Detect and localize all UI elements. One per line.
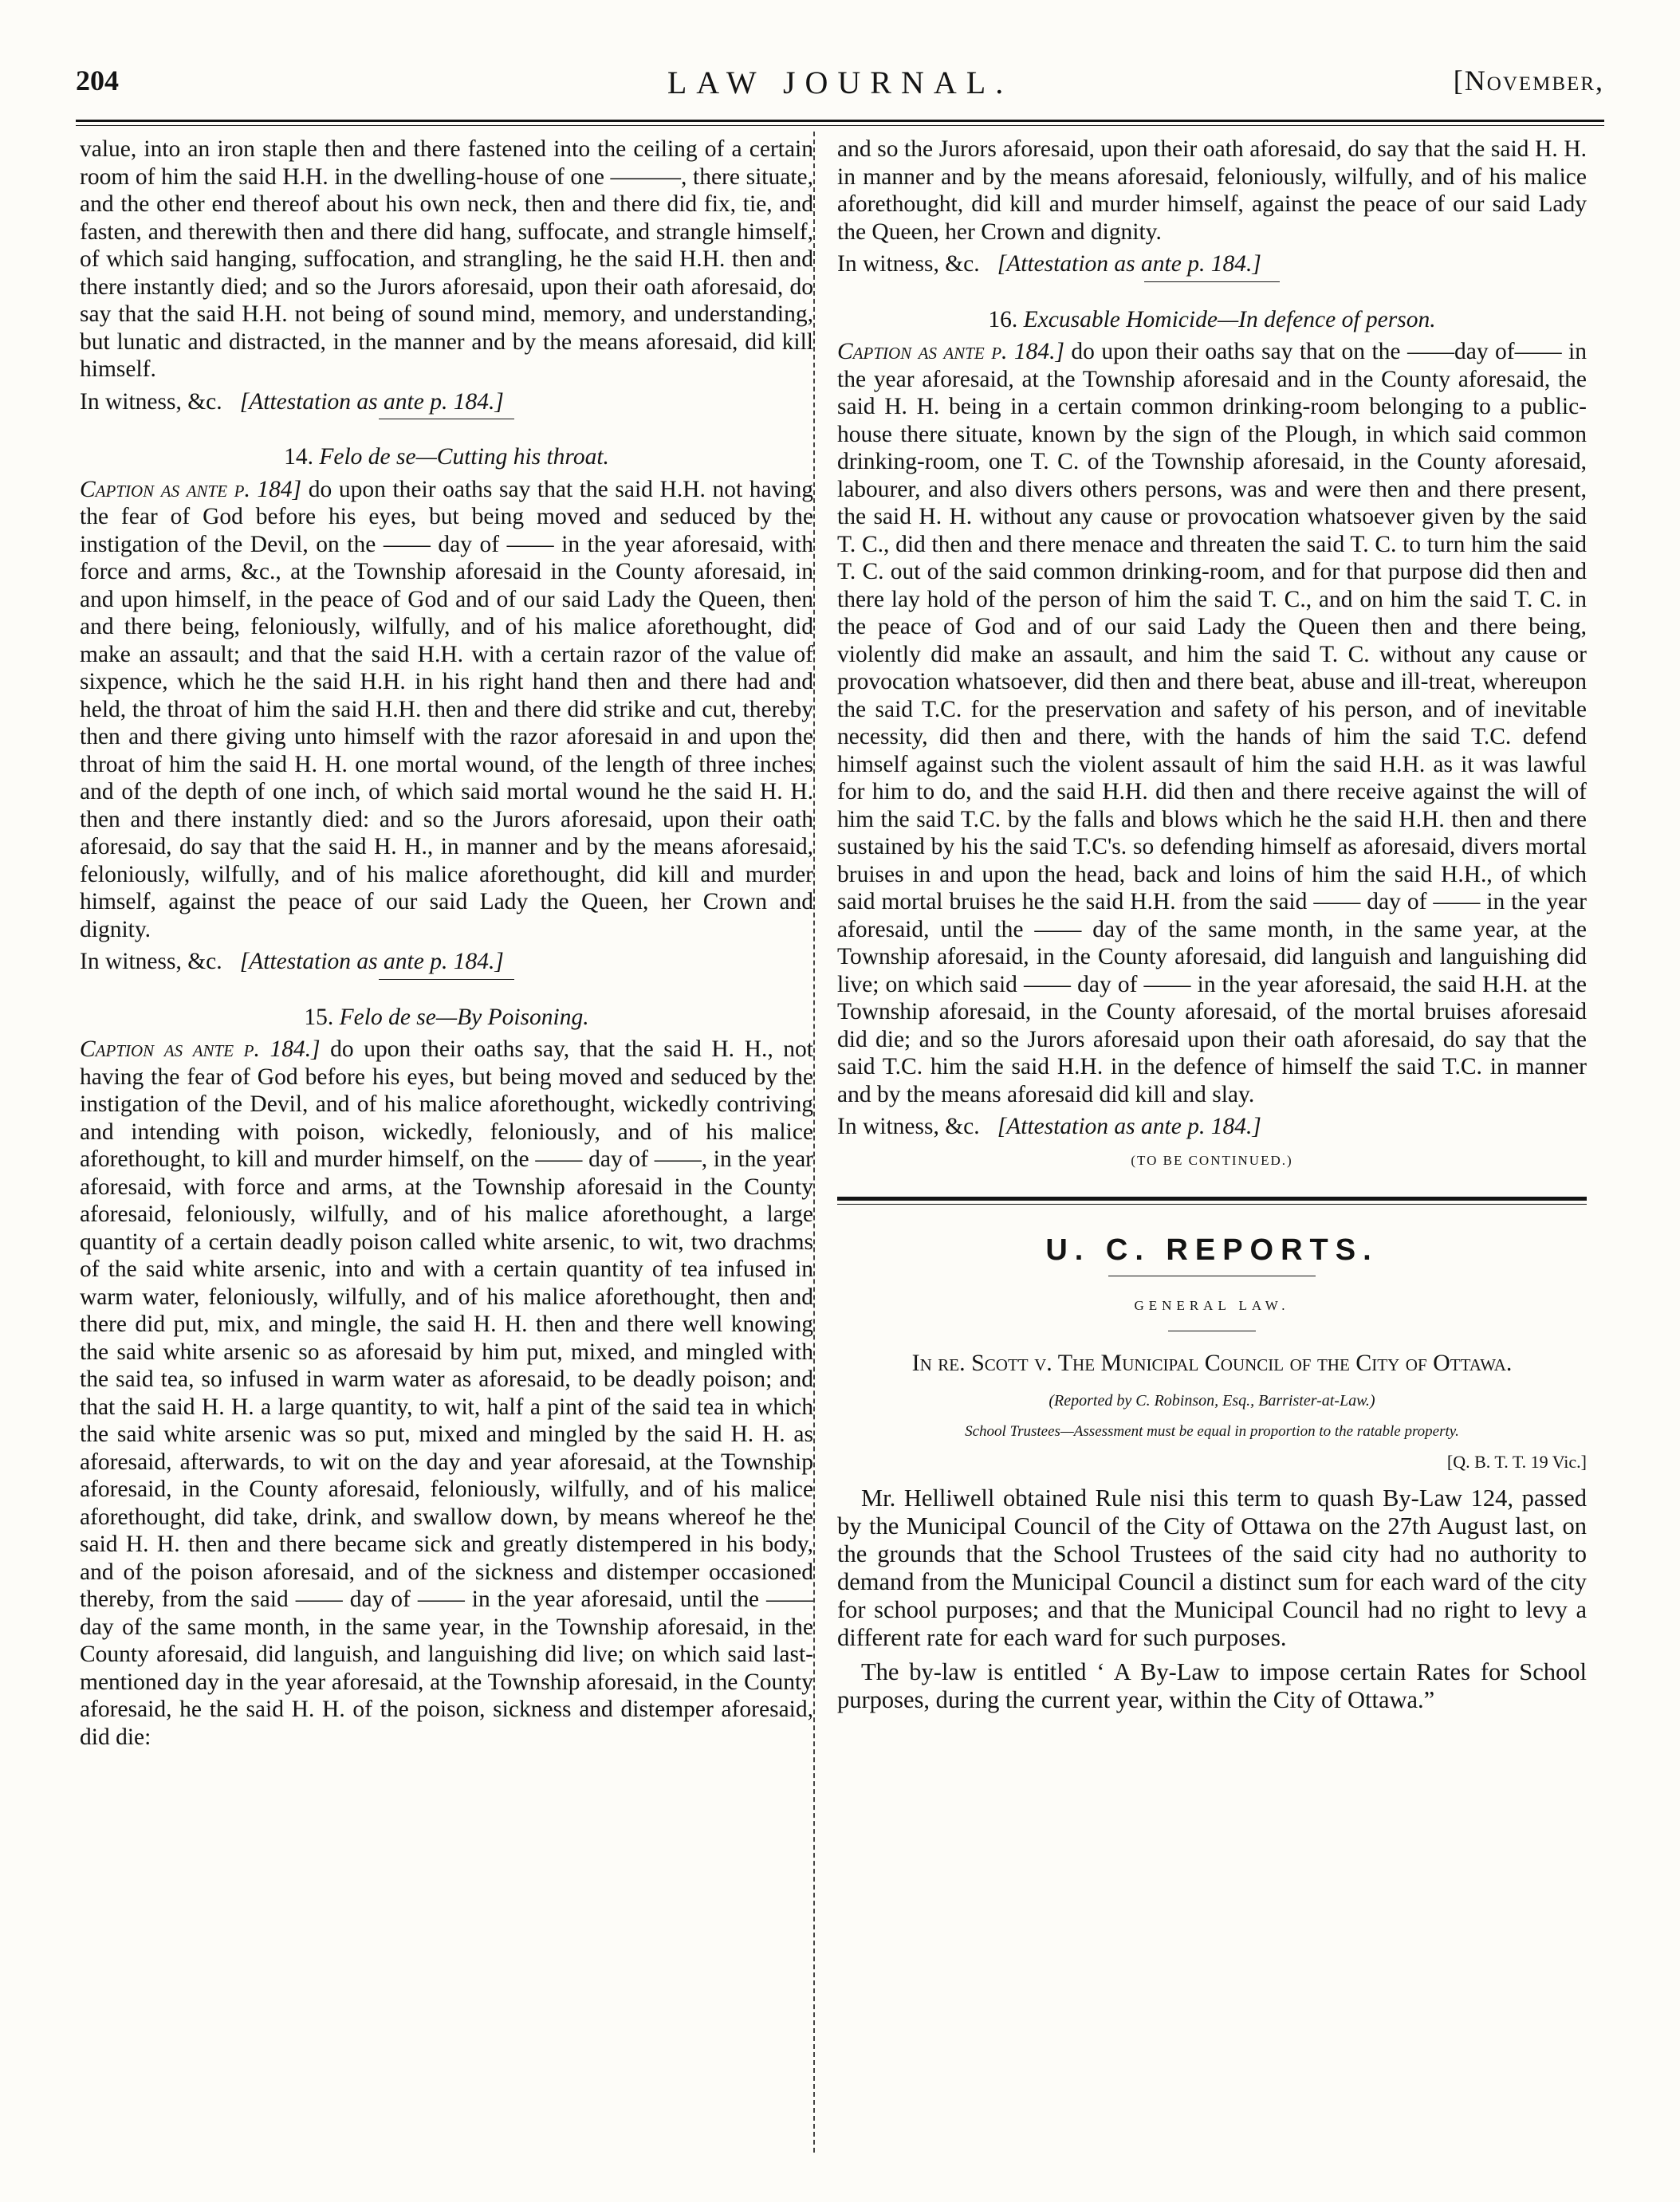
page-header [76, 64, 1604, 112]
issue-month: [November, [1453, 65, 1604, 96]
section-body-16 [837, 338, 1587, 1108]
attestation-ref: [Attestation as ante p. 184.] [239, 949, 504, 974]
general-law-heading: GENERAL LAW. [1134, 1297, 1290, 1313]
witness-lead: In witness, &c. [837, 1114, 980, 1139]
section-number: 16. [988, 306, 1018, 332]
journal-title: LAW JOURNAL. [667, 65, 1013, 100]
section-number: 15. [304, 1004, 334, 1030]
case-title: In re. Scott v. The Municipal Council of the City of Ottawa. [911, 1350, 1513, 1376]
column-divider [813, 132, 815, 2153]
caption-ref: Caption as ante p. 184.] [80, 1036, 321, 1062]
case-body-paragraph: The by-law is entitled ‘ A By-Law to impose certain Rates for School purposes, during the current year, within the City of Ottawa.” [837, 1657, 1587, 1713]
section-rule [379, 979, 514, 980]
witness-line [837, 1113, 1587, 1141]
attestation-ref: [Attestation as ante p. 184.] [997, 251, 1261, 277]
left-column [80, 136, 813, 1751]
right-column [837, 136, 1587, 1720]
paragraph-continued: value, into an iron staple then and there fastened into the ceiling of a certain room of him the said H.H. in the dwelling-house of one ———, there situate, and the other end thereof about his own neck, then and there did fix, tie, and fasten, and therewith then and there did hang, suffocate, and strangle himself, of which said hanging, suffocation, and strangling, he the said H.H. then and there instantly died; and so the Jurors aforesaid, upon their oath aforesaid, do say that the said H.H. not being of sound mind, memory, and understanding, but lunatic and distracted, in the manner and by the means aforesaid, did kill himself. [80, 136, 813, 382]
court-reference: [Q. B. T. T. 19 Vic.] [1446, 1452, 1587, 1472]
section-text: do upon their oaths say that on the ——day of—— in the year aforesaid, at the Township aforesaid and in the County aforesaid, the said H. H. being in a certain common drinking-room belonging to a public-house there situate, known by the sign of the Plough, in which said common drinking-room, one T. C. of the Township aforesaid, in the County aforesaid, labourer, and also divers others persons, was and were then and there present, the said H. H. without any cause or provocation whatsoever given by the said T. C., did then and there menace and threaten the said T. C. to turn him the said T. C. out of the said common drinking-room, and for that purpose did then and there lay hold of the person of him the said T. C., and on him the said T. C. in the peace of God and of our said Lady the Queen then and there being, violently did make an assault, and him the said T. C. without any cause or provocation whatsoever, did then and there beat, abuse and ill-treat, whereupon the said T.C. for the preservation and safety of his person, and of inevitable necessity, did then and there, with the hands of him the said T.C. defend himself against such the violent assault of him the said H.H. as it was lawful for him to do, and the said H.H. did then and there receive against the will of him the said T.C. by the falls and blows which he the said H.H. then and there sustained by his the said T.C's. so defending himself as aforesaid, divers mortal bruises in and upon the head, back and loins of him the said H.H., of which said mortal bruises he the said H.H. from the said —— day of —— in the year aforesaid, until the —— day of the same month, in the same year, at the Township aforesaid, in the County aforesaid, did languish and languishing did live; on which said —— day of —— in the year aforesaid, the said H.H. at the Township aforesaid, in the County aforesaid, of the mortal bruises aforesaid did die; and so the Jurors aforesaid upon their oath aforesaid, do say that the said T.C. him the said H.H. in the defence of himself the said T.C. in manner and by the means aforesaid did kill and slay. [837, 339, 1587, 1107]
section-text: do upon their oaths say that the said H.H. not having the fear of God before his eyes, but being moved and seduced by the instigation of the Devil, on the —— day of —— in the year aforesaid, with force and arms, &c., at the Township aforesaid in the County aforesaid, in and upon himself, in the peace of God and of our said Lady the Queen, then and there being, feloniously, wilfully, and of his malice aforethought, did make an assault; and that the said H.H. with a certain razor of the value of sixpence, which he the said H.H. in his right hand then and there had and held, the throat of him the said H.H. then and there did strike and cut, thereby then and there giving unto himself with the razor aforesaid in and upon the throat of him the said H. H. one mortal wound, of the length of three inches and of the depth of one inch, of which said mortal wound he the said H. H. then and there instantly died: and so the Jurors aforesaid, upon their oath aforesaid, do say that the said H. H., in manner and by the means aforesaid, feloniously, wilfully, and of his malice aforethought, did kill and murder himself, against the peace of our said Lady the Queen, her Crown and dignity. [80, 476, 814, 942]
witness-line [80, 388, 813, 416]
reporter-credit: (Reported by C. Robinson, Esq., Barrister-at-Law.) [1049, 1392, 1375, 1410]
headnote: School Trustees—Assessment must be equal in proportion to the ratable property. [965, 1422, 1459, 1440]
witness-line [80, 948, 813, 976]
section-heading-15 [80, 1004, 813, 1032]
witness-lead: In witness, &c. [837, 251, 980, 277]
witness-line [837, 250, 1587, 278]
header-rule [76, 120, 1604, 126]
section-heading-14 [80, 443, 813, 471]
section-heading-16 [837, 306, 1587, 334]
section-break-rule [837, 1197, 1587, 1205]
caption-ref: Caption as ante p. 184.] [837, 339, 1064, 364]
reports-heading: U. C. REPORTS. [1045, 1233, 1379, 1267]
section-number: 14. [284, 444, 313, 470]
witness-lead: In witness, &c. [80, 949, 222, 974]
section-title: Excusable Homicide—In defence of person. [1023, 306, 1436, 332]
section-title: Felo de se—Cutting his throat. [319, 444, 609, 470]
section-body-14 [80, 476, 813, 944]
section-rule [1144, 281, 1280, 282]
attestation-ref: [Attestation as ante p. 184.] [239, 388, 504, 415]
section-title: Felo de se—By Poisoning. [339, 1004, 589, 1030]
to-be-continued: (TO BE CONTINUED.) [1131, 1152, 1293, 1168]
section-text: do upon their oaths say, that the said H. H., not having the fear of God before his eyes, but being moved and seduced by the instigation of the Devil, and of his malice aforethought, wickedly contriving and intending with poison, wickedly, feloniously, and of his malice aforethought, to kill and murder himself, on the —— day of ——, in the year aforesaid, with force and arms, at the Township aforesaid in the County aforesaid, feloniously, wilfully, and of his malice aforethought, a large quantity of a certain deadly poison called white arsenic, to wit, two drachms of the said white arsenic, into and with a certain quantity of tea infused in warm water, feloniously, wilfully, and of his malice aforethought, then and there did put, mix, and mingle, the said H. H. then and there well knowing the said white arsenic so as aforesaid by him put, mixed, and mingled with the said tea, so infused in warm water as aforesaid, to be deadly poison; and that the said H. H. a large quantity, to wit, half a pint of the said tea in which the said white arsenic was so put, mixed and mingled by the said H. H. as aforesaid, afterwards, to wit on the day and year aforesaid, at the Township aforesaid, in the County aforesaid, feloniously, wilfully, and of his malice aforethought, did take, drink, and swallow down, by means whereof he the said H. H. then and there became sick and greatly distempered in his body, and of the poison aforesaid, and of the sickness and distemper occasioned thereby, from the said —— day of —— in the year aforesaid, until the —— day of the same month, in the same year, in the Township aforesaid, in the County aforesaid, did languish, and languishing did live; on which said last-mentioned day in the year aforesaid, at the Township aforesaid, in the County aforesaid, he the said H. H. of the poison, sickness and distemper aforesaid, did die: [80, 1036, 814, 1750]
caption-ref: Caption as ante p. 184] [80, 476, 302, 502]
witness-lead: In witness, &c. [80, 388, 222, 415]
paragraph-continued: and so the Jurors aforesaid, upon their oath aforesaid, do say that the said H. H. in manner and by the means aforesaid, feloniously, wilfully, and of his malice aforethought, did kill and murder himself, against the peace of our said Lady the Queen, her Crown and dignity. [837, 136, 1587, 245]
section-body-15 [80, 1036, 813, 1751]
case-body-paragraph: Mr. Helliwell obtained Rule nisi this term to quash By-Law 124, passed by the Municipal Council of the City of Ottawa on the 27th August last, on the grounds that the School Trustees of the said city had no authority to demand from the Municipal Council a distinct sum for each ward of the city for school purposes; and that the Municipal Council had no right to levy a different rate for each ward for such purposes. [837, 1484, 1587, 1651]
page-number: 204 [76, 65, 119, 96]
attestation-ref: [Attestation as ante p. 184.] [997, 1114, 1261, 1139]
